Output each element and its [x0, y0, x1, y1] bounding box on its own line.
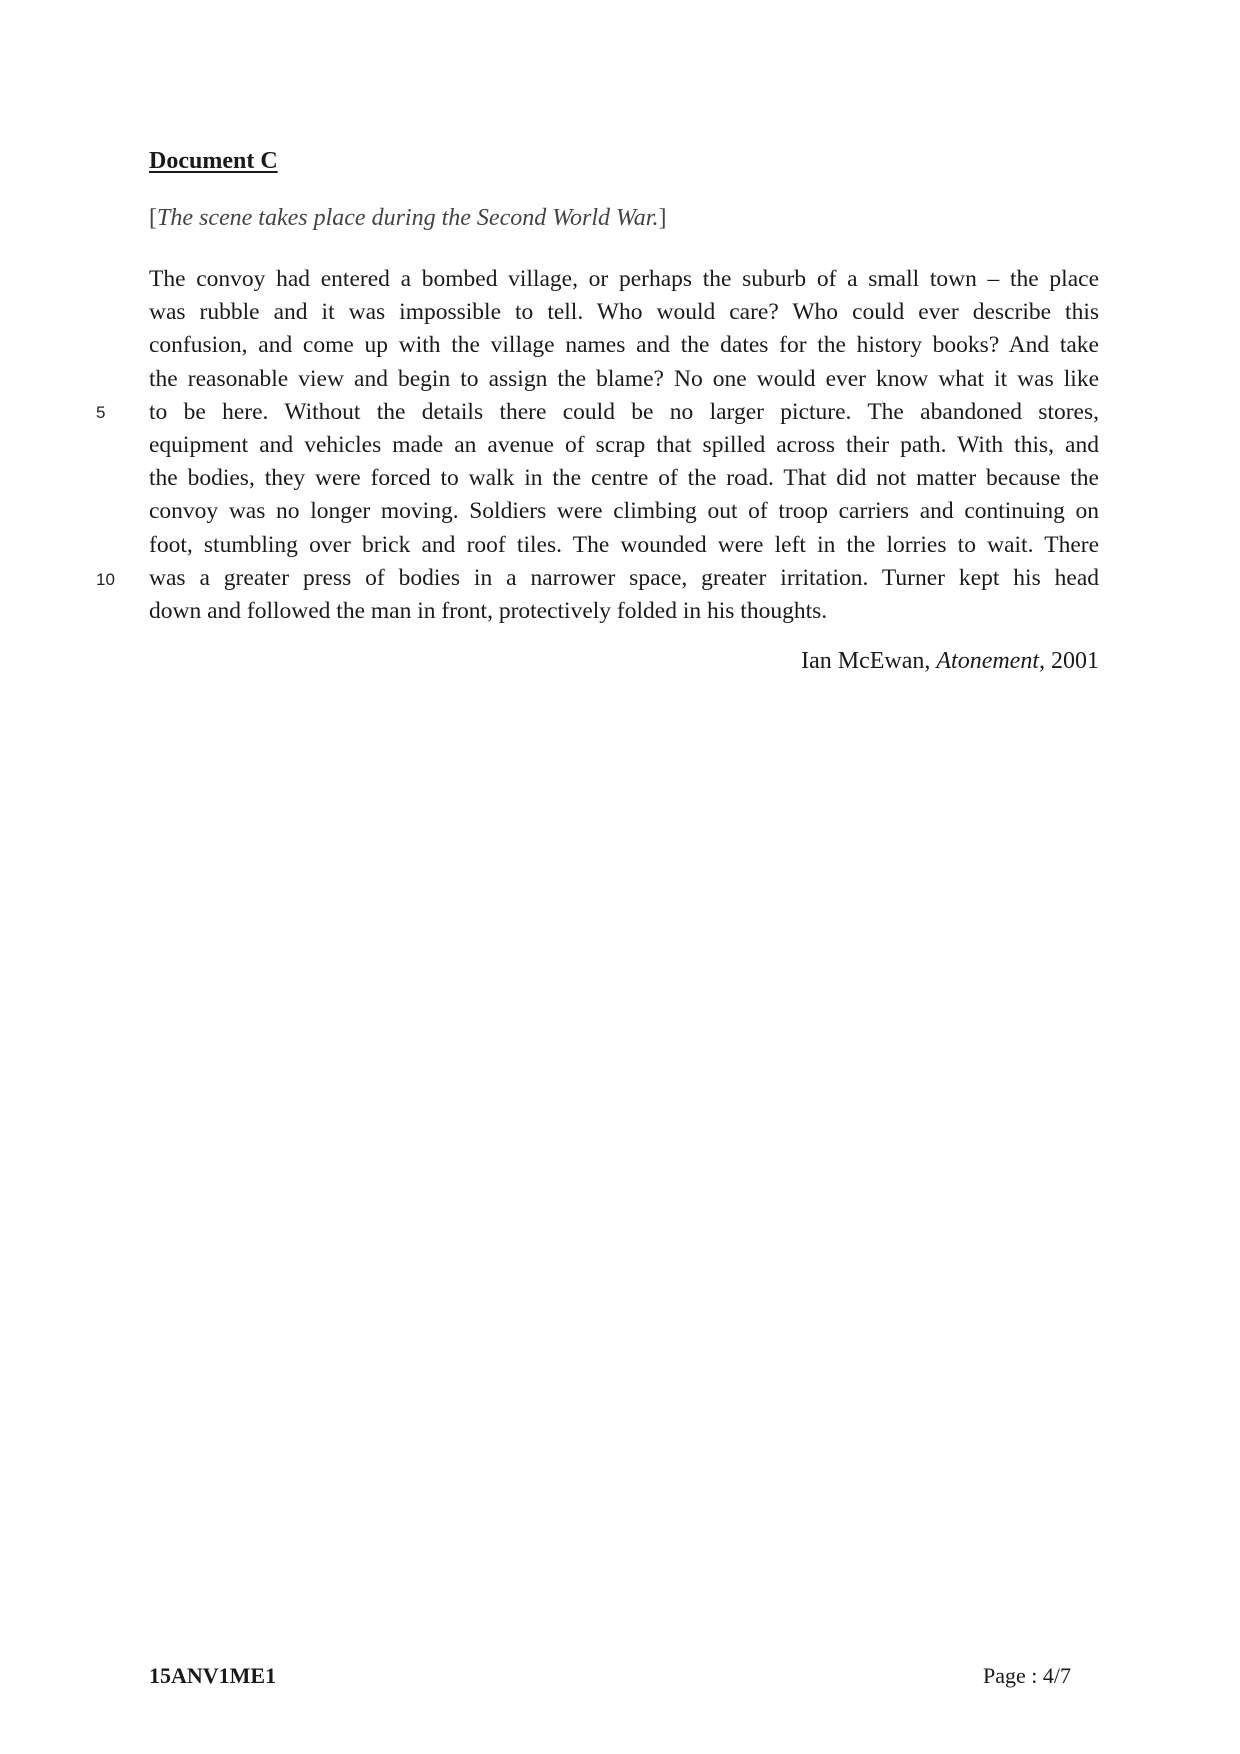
passage-line: confusion, and come up with the village names and the dates for the history books? And take [149, 332, 1099, 359]
citation-author: Ian McEwan, [801, 648, 937, 674]
passage-line: was a greater press of bodies in a narrower space, greater irritation. Turner kept his head [149, 564, 1099, 591]
passage-line: the bodies, they were forced to walk in the centre of the road. That did not matter because the [149, 465, 1099, 492]
citation-title: Atonement, [936, 648, 1045, 674]
line-number-5: 5 [96, 403, 106, 422]
line-number-10: 10 [96, 570, 115, 589]
document-heading: Document C [149, 148, 278, 174]
footer-page-number: Page : 4/7 [983, 1663, 1071, 1688]
context-bracket-close: ] [658, 205, 667, 231]
passage-line: The convoy had entered a bombed village, or perhaps the suburb of a small town – the place [149, 266, 1099, 292]
document-context [149, 205, 666, 232]
context-bracket-open: [ [149, 205, 157, 231]
passage [149, 263, 1099, 628]
passage-line: foot, stumbling over brick and roof tiles. The wounded were left in the lorries to wait. There [149, 531, 1099, 558]
footer-exam-code: 15ANV1ME1 [149, 1663, 277, 1688]
context-text: The scene takes place during the Second World War. [157, 205, 659, 231]
citation [801, 648, 1099, 675]
passage-line: convoy was no longer moving. Soldiers were climbing out of troop carriers and continuing on [149, 498, 1099, 525]
passage-line: to be here. Without the details there could be no larger picture. The abandoned stores, [149, 398, 1099, 425]
passage-line: equipment and vehicles made an avenue of scrap that spilled across their path. With this, and [149, 431, 1099, 458]
passage-line: was rubble and it was impossible to tell. Who would care? Who could ever describe this [149, 299, 1099, 326]
citation-year: 2001 [1045, 648, 1099, 674]
passage-line: down and followed the man in front, protectively folded in his thoughts. [149, 597, 828, 624]
passage-line: the reasonable view and begin to assign the blame? No one would ever know what it was like [149, 365, 1099, 392]
